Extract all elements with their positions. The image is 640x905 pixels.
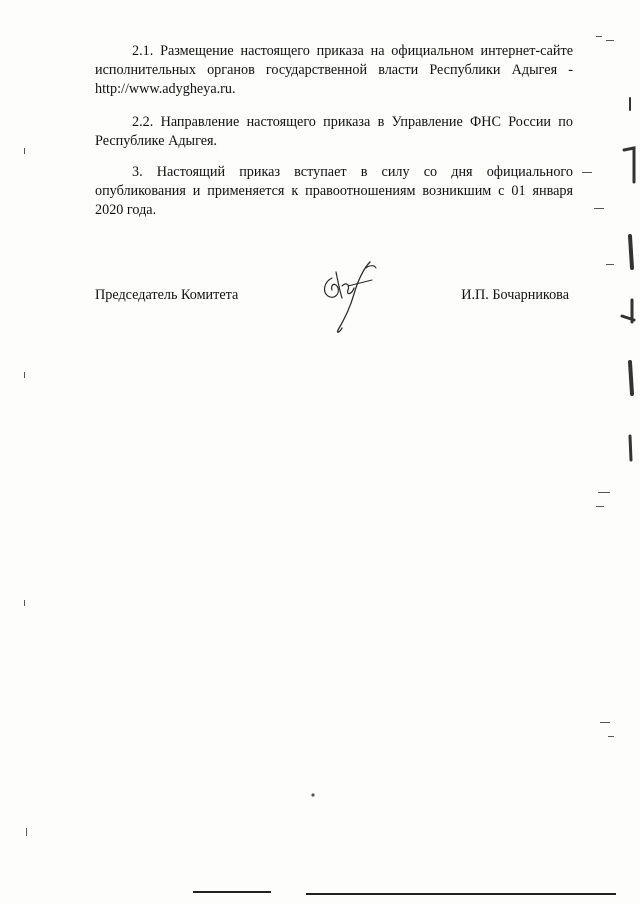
paragraph-3: 3. Настоящий приказ вступает в силу со дня официального опубликования и применяется к правоотношениям возникшим с 01 января 2020 года. [95, 164, 573, 218]
paragraph-2-1: 2.1. Размещение настоящего приказа на официальном интернет-сайте исполнительных органов государственной власти Республики Адыгея - http://www.adygheya.ru. [95, 43, 573, 97]
paragraph-2-2: 2.2. Направление настоящего приказа в Управление ФНС России по Республике Адыгея. [95, 114, 573, 149]
scan-edge-line [306, 893, 616, 895]
handwritten-signature-icon [318, 258, 386, 336]
scan-edge-line [193, 891, 271, 893]
signatory-title: Председатель Комитета [95, 287, 239, 303]
signatory-name: И.П. Бочарникова [461, 287, 569, 303]
